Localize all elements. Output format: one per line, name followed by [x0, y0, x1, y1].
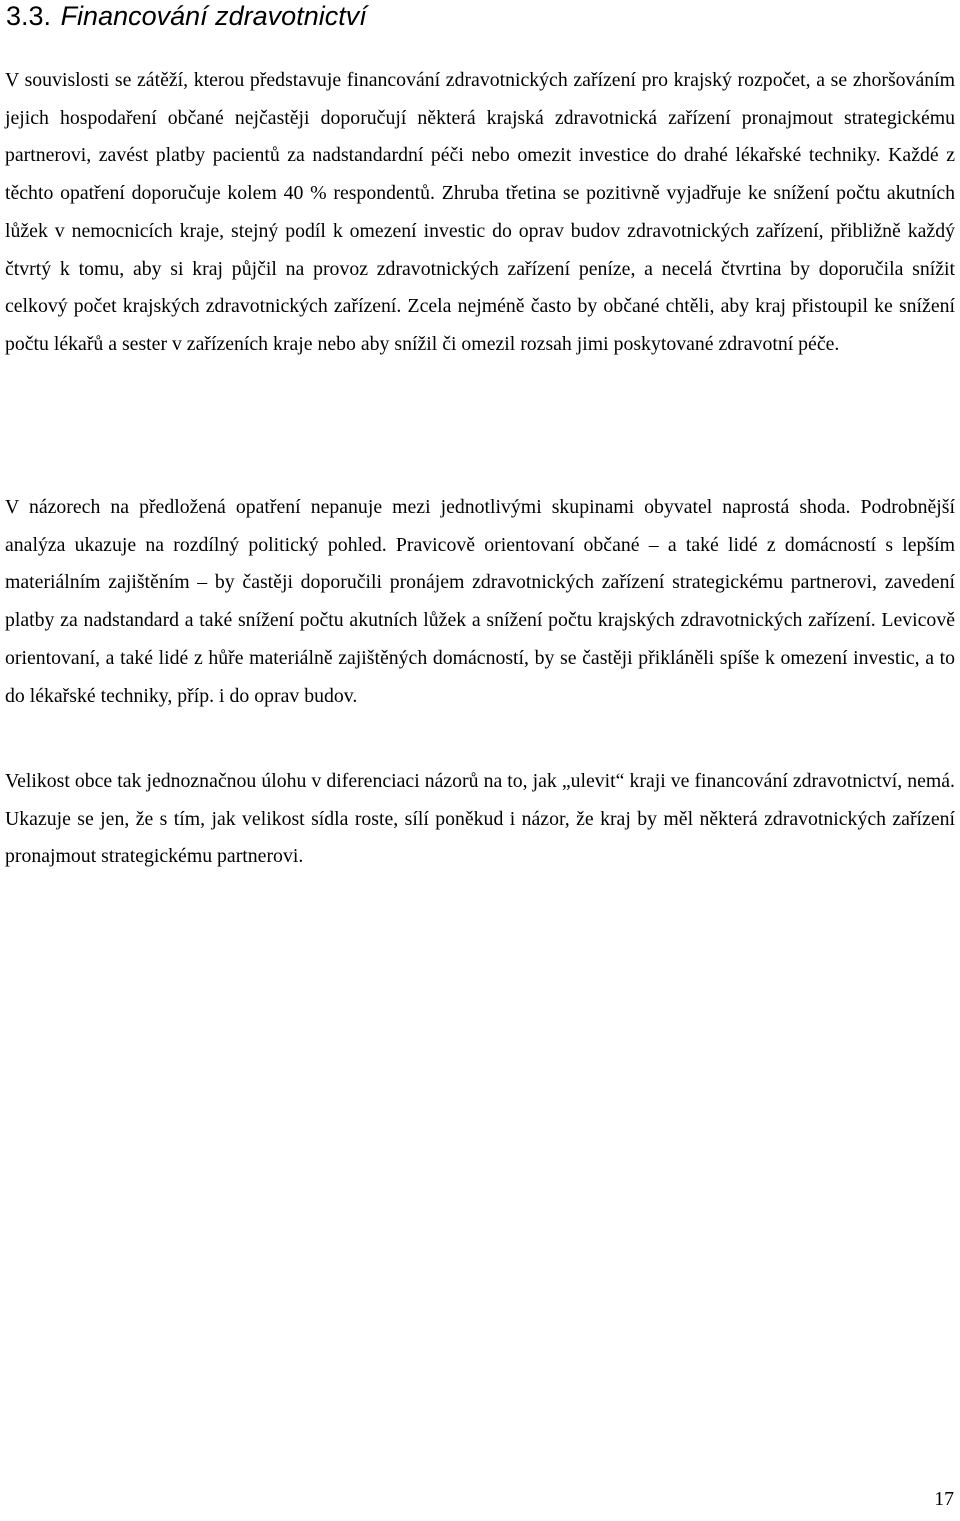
section-heading [6, 0, 367, 32]
section-title: Financování zdravotnictví [60, 1, 367, 31]
paragraph-municipality-size: Velikost obce tak jednoznačnou úlohu v diferenciaci názorů na to, jak „ulevit“ kraji ve financování zdravotnictví, nemá. Ukazuje se jen, že s tím, jak velikost sídla roste, sílí poněkud i názor, že kraj by měl některá zdravotnických zařízení pronajmout strategickému partnerovi. [5, 770, 955, 868]
paragraph-political-differences: V názorech na předložená opatření nepanuje mezi jednotlivými skupinami obyvatel naprostá shoda. Podrobnější analýza ukazuje na rozdílný politický pohled. Pravicově orientovaní občané – a také lidé z domácností s lepším materiálním zajištěním – by častěji doporučili pronájem zdravotnických zařízení strategickému partnerovi, zavedení platby za nadstandard a také snížení počtu akutních lůžek a snížení počtu krajských zdravotnických zařízení. Levicově orientovaní, a také lidé z hůře materiálně zajištěných domácností, by se častěji přikláněli spíše k omezení investic, a to do lékařské techniky, příp. i do oprav budov. [5, 496, 955, 707]
paragraph-financing-recommendations: V souvislosti se zátěží, kterou představuje financování zdravotnických zařízení pro krajský rozpočet, a se zhoršováním jejich hospodaření občané nejčastěji doporučují některá krajská zdravotnická zařízení pronajmout strategickému partnerovi, zavést platby pacientů za nadstandardní péči nebo omezit investice do drahé lékařské techniky. Každé z těchto opatření doporučuje kolem 40 % respondentů. Zhruba třetina se pozitivně vyjadřuje ke snížení počtu akutních lůžek v nemocnicích kraje, stejný podíl k omezení investic do oprav budov zdravotnických zařízení, přibližně každý čtvrtý k tomu, aby si kraj půjčil na provoz zdravotnických zařízení peníze, a necelá čtvrtina by doporučila snížit celkový počet krajských zdravotnických zařízení. Zcela nejméně často by občané chtěli, aby kraj přistoupil ke snížení počtu lékařů a sester v zařízeních kraje nebo aby snížil či omezil rozsah jimi poskytované zdravotní péče. [5, 69, 955, 355]
page-number: 17 [934, 1488, 954, 1510]
section-number: 3.3. [6, 1, 52, 31]
